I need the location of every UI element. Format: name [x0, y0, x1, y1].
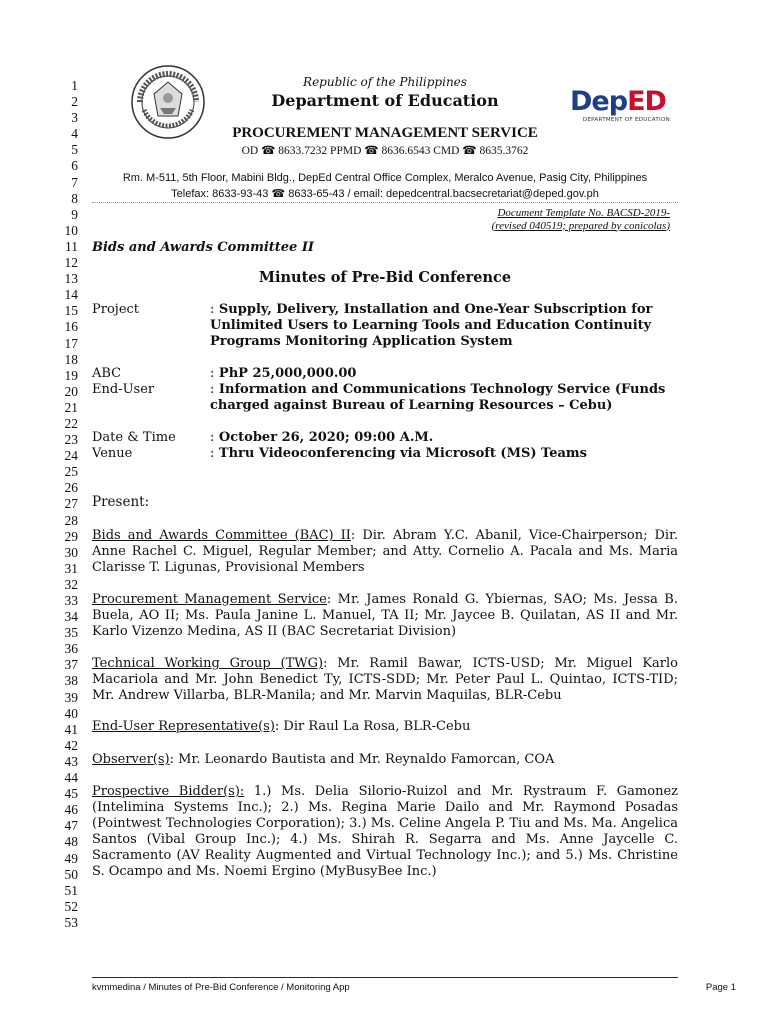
line-number: 5 [71, 142, 78, 158]
line-number: 35 [64, 625, 78, 641]
eur-heading: End-User Representative(s) [92, 719, 275, 734]
office-heading: PROCUREMENT MANAGEMENT SERVICE [232, 125, 538, 141]
line-number: 36 [64, 641, 78, 657]
line-number: 41 [64, 721, 78, 737]
twg-heading: Technical Working Group (TWG) [92, 656, 324, 671]
address-line-2: Telefax: 8633-93-43 ☎ 8633-65-43 / email: depedcentral.bacsecretariat@deped.gov.ph [171, 188, 599, 200]
enduser-label: End-User [92, 382, 155, 397]
line-number: 32 [64, 576, 78, 592]
footer-rule [92, 977, 678, 978]
line-number: 24 [64, 448, 78, 464]
office-address [92, 170, 678, 202]
line-number: 9 [71, 206, 78, 222]
line-number: 30 [64, 544, 78, 560]
department-heading: Department of Education [271, 91, 499, 110]
line-number: 27 [64, 496, 78, 512]
logo-text-blue: Dep [570, 86, 628, 117]
date-label: Date & Time [92, 430, 176, 445]
line-number: 7 [71, 174, 78, 190]
twg-body: : Mr. Ramil Bawar, ICTS-USD; Mr. Miguel Karlo Macariola and Mr. John Benedict Ty, ICTS-SDD; Mr. Peter Paul L. Quintao, ICTS-TID; Mr. Andrew Villarba, BLR-Manila; and Mr. Marvin Maquilas, BLR-Cebu [92, 656, 678, 704]
line-numbers [48, 78, 78, 931]
line-number: 12 [64, 255, 78, 271]
line-number: 46 [64, 802, 78, 818]
pb-body: 1.) Ms. Delia Silorio-Ruizol and Mr. Rystraum F. Gamonez (Intelimina Systems Inc.); 2.) Ms. Regina Marie Dailo and Mr. Raymond Posadas (Pointwest Technologies Corporation); 3.) Ms. Celine Angela P. Tiu and Ms. Ma. Angelica Santos (Vibal Group Inc.); 4.) Ms. Shirah R. Segarra and Ms. Anne Jaycelle C. Sacramento (AV Reality Augmented and Virtual Technology Inc.); and 5.) Ms. Christine S. Ocampo and Ms. Noemi Ergino (MyBusyBee Inc.) [92, 784, 678, 880]
line-number: 15 [64, 303, 78, 319]
line-number: 37 [64, 657, 78, 673]
line-number: 50 [64, 866, 78, 882]
pms-heading: Procurement Management Service [92, 592, 327, 607]
line-number: 11 [65, 238, 78, 254]
committee-name: Bids and Awards Committee II [92, 240, 315, 255]
present-heading: Present: [92, 494, 150, 510]
document-title: Minutes of Pre-Bid Conference [258, 269, 512, 286]
venue-label: Venue [92, 446, 133, 461]
line-number: 25 [64, 464, 78, 480]
line-number: 18 [64, 351, 78, 367]
line-number: 34 [64, 609, 78, 625]
footer-text: kvmmedina / Minutes of Pre-Bid Conference / Monitoring App [92, 982, 350, 993]
obs-body: : Mr. Leonardo Bautista and Mr. Reynaldo Famorcan, COA [169, 752, 555, 767]
line-number: 2 [71, 94, 78, 110]
line-number: 47 [64, 818, 78, 834]
page-number: Page 1 [705, 982, 736, 993]
template-line-2: (revised 040519; prepared by conicolas) [491, 219, 670, 232]
obs-heading: Observer(s) [92, 752, 170, 767]
logo-text-red: ED [627, 86, 666, 117]
line-number: 3 [71, 110, 78, 126]
bac-body: : Dir. Abram Y.C. Abanil, Vice-Chairperson; Dir. Anne Rachel C. Miguel, Regular Member; and Atty. Cornelio A. Pacala and Ms. Maria Clarisse T. Ligunas, Provisional Members [92, 528, 678, 576]
twg-attendees [92, 656, 678, 704]
line-number: 21 [64, 399, 78, 415]
logo-subtitle: DEPARTMENT OF EDUCATION [582, 117, 670, 123]
bac-attendees [92, 528, 678, 576]
address-line-1: Rm. M-511, 5th Floor, Mabini Bldg., DepEd Central Office Complex, Meralco Avenue, Pasig City, Philippines [122, 172, 648, 184]
template-line-1: Document Template No. BACSD-2019- [497, 207, 670, 219]
line-number: 13 [64, 271, 78, 287]
line-number: 8 [71, 190, 78, 206]
date-value: October 26, 2020; 09:00 A.M. [218, 430, 434, 445]
abc-label: ABC [92, 366, 122, 381]
eur-body: : Dir Raul La Rosa, BLR-Cebu [274, 719, 471, 734]
line-number: 10 [64, 222, 78, 238]
line-number: 17 [64, 335, 78, 351]
line-number: 52 [64, 898, 78, 914]
line-number: 19 [64, 367, 78, 383]
line-number: 40 [64, 705, 78, 721]
project-value: Supply, Delivery, Installation and One-Year Subscription for Unlimited Users to Learning Tools and Education Continuity Programs Monitoring Application System [210, 302, 653, 350]
pb-heading: Prospective Bidder(s): [92, 784, 245, 799]
line-number: 31 [64, 560, 78, 576]
pms-body: : Mr. James Ronald G. Ybiernas, SAO; Ms. Jessa B. Buela, AO II; Ms. Paula Janine L. Manuel, TA II; Mr. Jaycee B. Quilatan, AS II and Mr. Karlo Vizenzo Medina, AS II (BAC Secretariat Division) [92, 592, 678, 640]
line-number: 39 [64, 689, 78, 705]
line-number: 1 [71, 78, 78, 93]
line-number: 28 [64, 512, 78, 528]
line-number: 4 [71, 126, 78, 142]
pms-attendees [92, 592, 678, 640]
line-number: 33 [64, 593, 78, 608]
line-number: 29 [64, 528, 78, 544]
line-number: 44 [64, 770, 78, 786]
line-number: 16 [64, 319, 78, 335]
line-number: 51 [64, 882, 78, 898]
deped-seal-icon [130, 64, 206, 140]
line-number: 6 [71, 158, 78, 174]
template-note [420, 207, 670, 232]
abc-value: PhP 25,000,000.00 [218, 366, 357, 381]
deped-logo [570, 88, 670, 128]
header-divider [92, 202, 678, 203]
line-number: 48 [64, 834, 78, 850]
prospective-bidders [92, 784, 678, 881]
venue-value: Thru Videoconferencing via Microsoft (MS) Teams [218, 446, 587, 461]
observers [92, 752, 678, 768]
line-number: 22 [64, 415, 78, 431]
line-number: 23 [64, 432, 78, 448]
line-number: 53 [64, 914, 78, 930]
line-number: 26 [64, 480, 78, 496]
enduser-representatives [92, 719, 678, 735]
republic-heading: Republic of the Philippines [303, 75, 467, 89]
line-number: 20 [64, 383, 78, 399]
enduser-value: Information and Communications Technology Service (Funds charged against Bureau of Learning Resources – Cebu) [210, 382, 666, 414]
project-label: Project [92, 302, 140, 317]
line-number: 43 [64, 753, 78, 769]
line-number: 38 [64, 673, 78, 689]
line-number: 45 [64, 786, 78, 802]
line-number: 42 [64, 737, 78, 753]
line-number: 14 [64, 287, 78, 303]
phone-numbers: OD ☎ 8633.7232 PPMD ☎ 8636.6543 CMD ☎ 8635.3762 [241, 145, 529, 157]
bac-heading: Bids and Awards Committee (BAC) II [92, 528, 351, 543]
line-number: 49 [64, 850, 78, 866]
